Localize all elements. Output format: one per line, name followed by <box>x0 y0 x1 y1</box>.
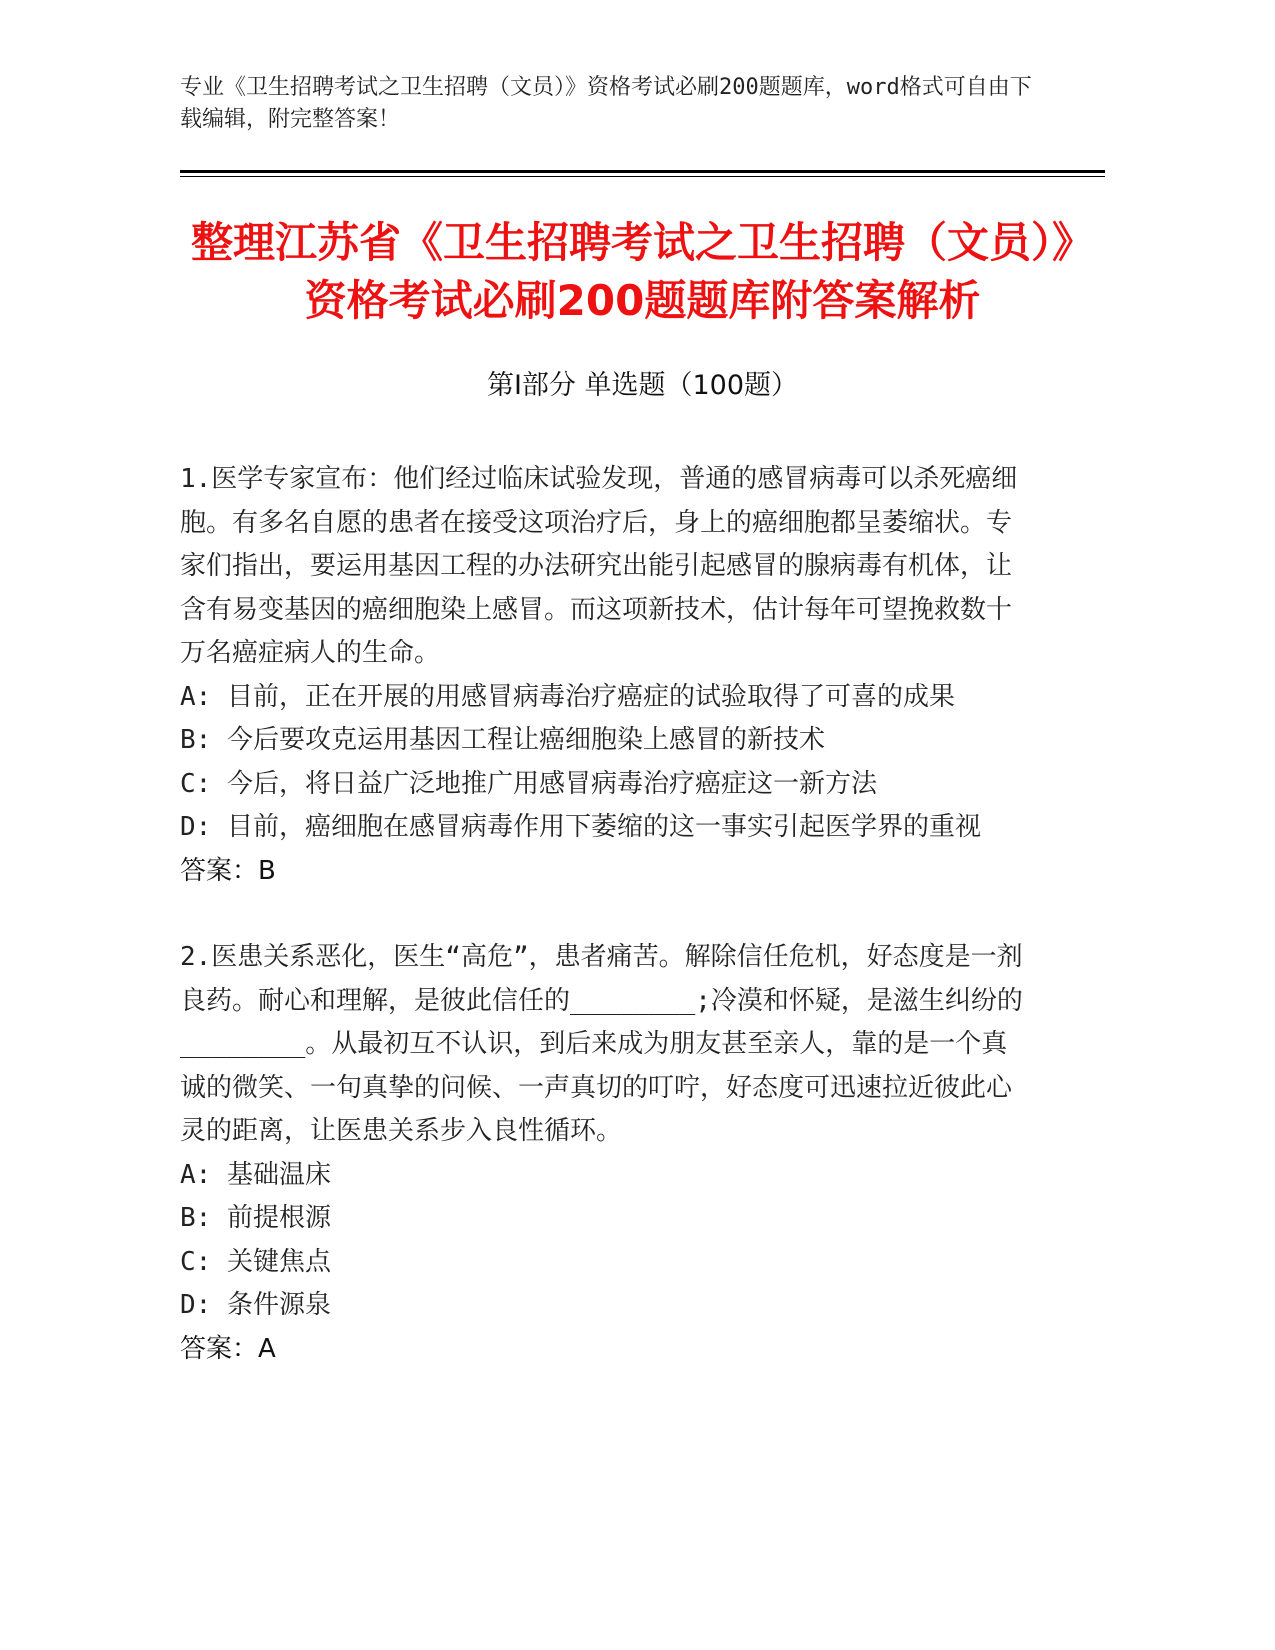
option-c: C: 关键焦点 <box>180 1246 331 1277</box>
header-rule-thin <box>180 176 1105 177</box>
option-c: C: 今后，将日益广泛地推广用感冒病毒治疗癌症这一新方法 <box>180 768 877 799</box>
option-a: A: 目前，正在开展的用感冒病毒治疗癌症的试验取得了可喜的成果 <box>180 681 955 712</box>
header-note: 专业《卫生招聘考试之卫生招聘（文员）》资格考试必刷200题题库，word格式可自由下载编辑，附完整答案！ <box>180 75 1032 132</box>
header-rule-thick <box>180 170 1105 173</box>
question-stem: 1.医学专家宣布：他们经过临床试验发现，普通的感冒病毒可以杀死癌细胞。有多名自愿的患者在接受这项治疗后，身上的癌细胞都呈萎缩状。专家们指出，要运用基因工程的办法研究出能引起感冒的腺病毒有机体，让含有易变基因的癌细胞染上感冒。而这项新技术，估计每年可望挽救数十万名癌症病人的生命。 <box>180 464 1018 668</box>
option-b: B: 前提根源 <box>180 1203 331 1233</box>
question-1 <box>180 458 1030 893</box>
option-a: A: 基础温床 <box>180 1159 331 1190</box>
answer: 答案：A <box>180 1333 276 1364</box>
section-title: 第Ⅰ部分 单选题（100题） <box>486 370 799 401</box>
document-title: 整理江苏省《卫生招聘考试之卫生招聘（文员）》资格考试必刷200题题库附答案解析 <box>190 218 1094 325</box>
option-d: D: 条件源泉 <box>180 1290 331 1320</box>
question-2 <box>180 936 1030 1371</box>
question-stem: 2.医患关系恶化，医生“高危”，患者痛苦。解除信任危机，好态度是一剂良药。耐心和理解，是彼此信任的________;冷漠和怀疑，是滋生纠纷的________。从最初互不认识，到后来成为朋友甚至亲人，靠的是一个真诚的微笑、一句真挚的问候、一声真切的叮咛，好态度可迅速拉近彼此心灵的距离，让医患关系步入良性循环。 <box>180 942 1023 1146</box>
answer: 答案：B <box>180 855 276 886</box>
option-b: B: 今后要攻克运用基因工程让癌细胞染上感冒的新技术 <box>180 725 825 755</box>
option-d: D: 目前，癌细胞在感冒病毒作用下萎缩的这一事实引起医学界的重视 <box>180 812 981 842</box>
